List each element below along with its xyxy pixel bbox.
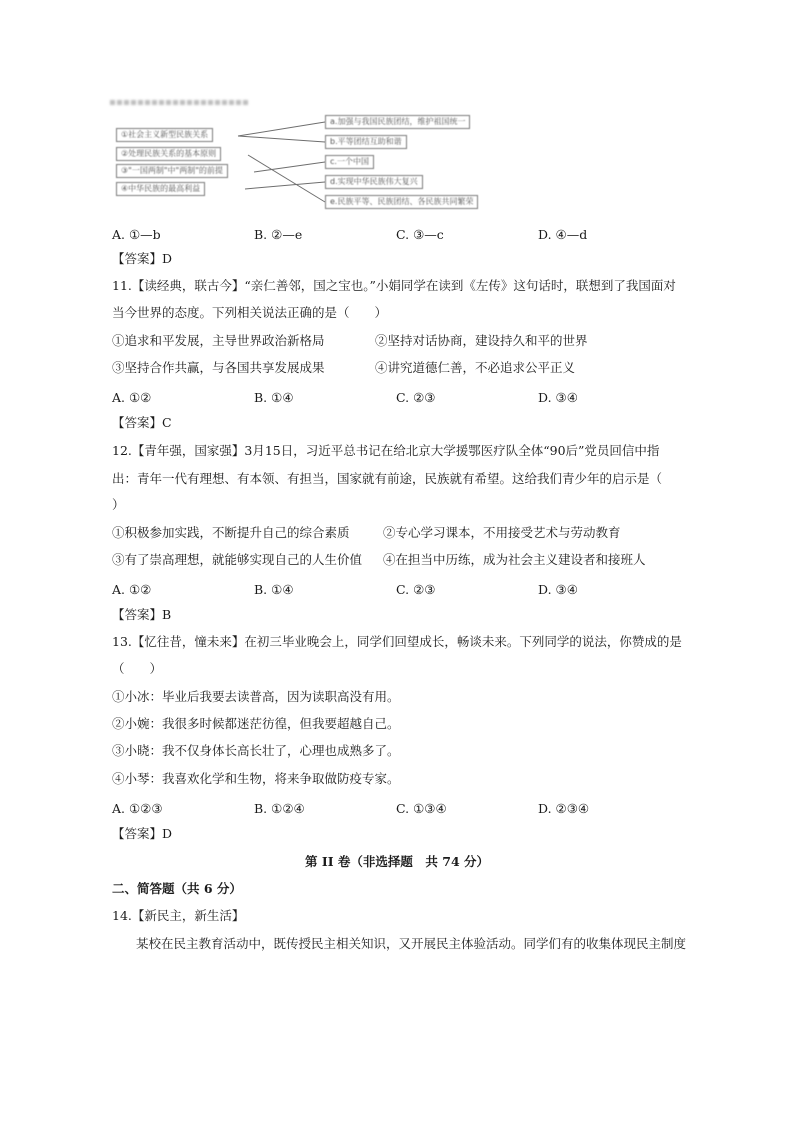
q11-option-c: C. ②③ xyxy=(396,390,436,405)
q10-option-d: D. ④—d xyxy=(538,227,588,242)
q12-statement-4: ④在担当中历练，成为社会主义建设者和接班人 xyxy=(383,552,646,567)
q12-answer: 【答案】B xyxy=(112,607,172,622)
diagram-right-d: d.实现中华民族伟大复兴 xyxy=(325,175,423,189)
q13-stem-line2: （ ） xyxy=(112,661,163,676)
q12-option-a: A. ①② xyxy=(112,582,152,597)
diagram-right-c: c.一个中国 xyxy=(325,155,374,169)
q13-option-d: D. ②③④ xyxy=(538,801,590,816)
diagram-left-2: ②处理民族关系的基本原则 xyxy=(116,147,221,161)
q12-option-d: D. ③④ xyxy=(538,582,578,597)
q11-option-a: A. ①② xyxy=(112,390,152,405)
q13-answer: 【答案】D xyxy=(112,826,173,841)
q14-title: 14.【新民主，新生活】 xyxy=(112,908,245,923)
diagram-right-b: b.平等团结互助和谐 xyxy=(325,135,407,149)
q13-option-a: A. ①②③ xyxy=(112,801,163,816)
q14-text-line1: 某校在民主教育活动中，既传授民主相关知识，又开展民主体验活动。同学们有的收集体现民主制度 xyxy=(136,936,687,951)
line-1 xyxy=(238,122,325,136)
q11-statement-4: ④讲究道德仁善，不必追求公平正义 xyxy=(375,360,576,375)
q13-option-c: C. ①③④ xyxy=(396,801,447,816)
q12-statement-1: ①积极参加实践，不断提升自己的综合素质 xyxy=(112,525,350,540)
q13-option-b: B. ①②④ xyxy=(254,801,305,816)
q12-stem-line1: 12.【青年强，国家强】3月15日，习近平总书记在给北京大学援鄂医疗队全体“90后”党员回信中指 xyxy=(112,443,660,458)
diagram-left-3: ③"一国两制"中"两制"的前提 xyxy=(116,164,228,178)
q10-answer: 【答案】D xyxy=(112,251,173,266)
matching-diagram xyxy=(110,98,510,218)
part-2-heading: 二、简答题（共 6 分） xyxy=(112,881,242,896)
q10-option-a: A. ①—b xyxy=(112,227,161,242)
q11-option-b: B. ①④ xyxy=(254,390,294,405)
q12-stem-line2: 出：青年一代有理想、有本领、有担当，国家就有前途，民族就有希望。这给我们青少年的启示是（ xyxy=(112,471,663,486)
q11-stem-line2: 当今世界的态度。下列相关说法正确的是（ ） xyxy=(112,305,388,320)
line-4 xyxy=(245,182,325,189)
q12-stem-line3: ） xyxy=(112,497,125,512)
q11-stem-line1: 11.【读经典，联古今】“亲仁善邻，国之宝也。”小娟同学在读到《左传》这句话时，联想到了我国面对 xyxy=(112,278,676,293)
q10-option-b: B. ②—e xyxy=(254,227,303,242)
q12-statement-3: ③有了崇高理想，就能够实现自己的人生价值 xyxy=(112,552,363,567)
q11-statement-3: ③坚持合作共赢，与各国共享发展成果 xyxy=(112,360,325,375)
line-2 xyxy=(248,155,325,202)
line-3 xyxy=(254,162,325,172)
q11-statement-1: ①追求和平发展，主导世界政治新格局 xyxy=(112,333,325,348)
q11-statement-2: ②坚持对话协商，建设持久和平的世界 xyxy=(375,333,588,348)
line-5 xyxy=(238,136,325,142)
diagram-left-1: ①社会主义新型民族关系 xyxy=(116,128,213,142)
q11-option-d: D. ③④ xyxy=(538,390,578,405)
q11-answer: 【答案】C xyxy=(112,415,172,430)
q13-statement-1: ①小冰：毕业后我要去读普高，因为读职高没有用。 xyxy=(112,689,400,704)
q10-option-c: C. ③—c xyxy=(396,227,444,242)
q13-stem-line1: 13.【忆往昔，憧未来】在初三毕业晚会上，同学们回望成长，畅谈未来。下列同学的说法，你赞成的是 xyxy=(112,634,682,649)
diagram-right-a: a.加强与我国民族团结，维护祖国统一 xyxy=(325,115,470,129)
q12-statement-2: ②专心学习课本，不用接受艺术与劳动教育 xyxy=(383,525,621,540)
q13-statement-3: ③小晓：我不仅身体长高长壮了，心理也成熟多了。 xyxy=(112,743,400,758)
q13-statement-2: ②小婉：我很多时候都迷茫彷徨，但我要超越自己。 xyxy=(112,716,400,731)
diagram-left-4: ④中华民族的最高利益 xyxy=(116,182,205,196)
diagram-right-e: e.民族平等、民族团结、各民族共同繁荣 xyxy=(325,195,478,209)
q12-option-b: B. ①④ xyxy=(254,582,294,597)
section-title: 第 II 卷（非选择题 共 74 分） xyxy=(305,854,489,869)
q12-option-c: C. ②③ xyxy=(396,582,436,597)
q13-statement-4: ④小琴：我喜欢化学和生物，将来争取做防疫专家。 xyxy=(112,771,400,786)
